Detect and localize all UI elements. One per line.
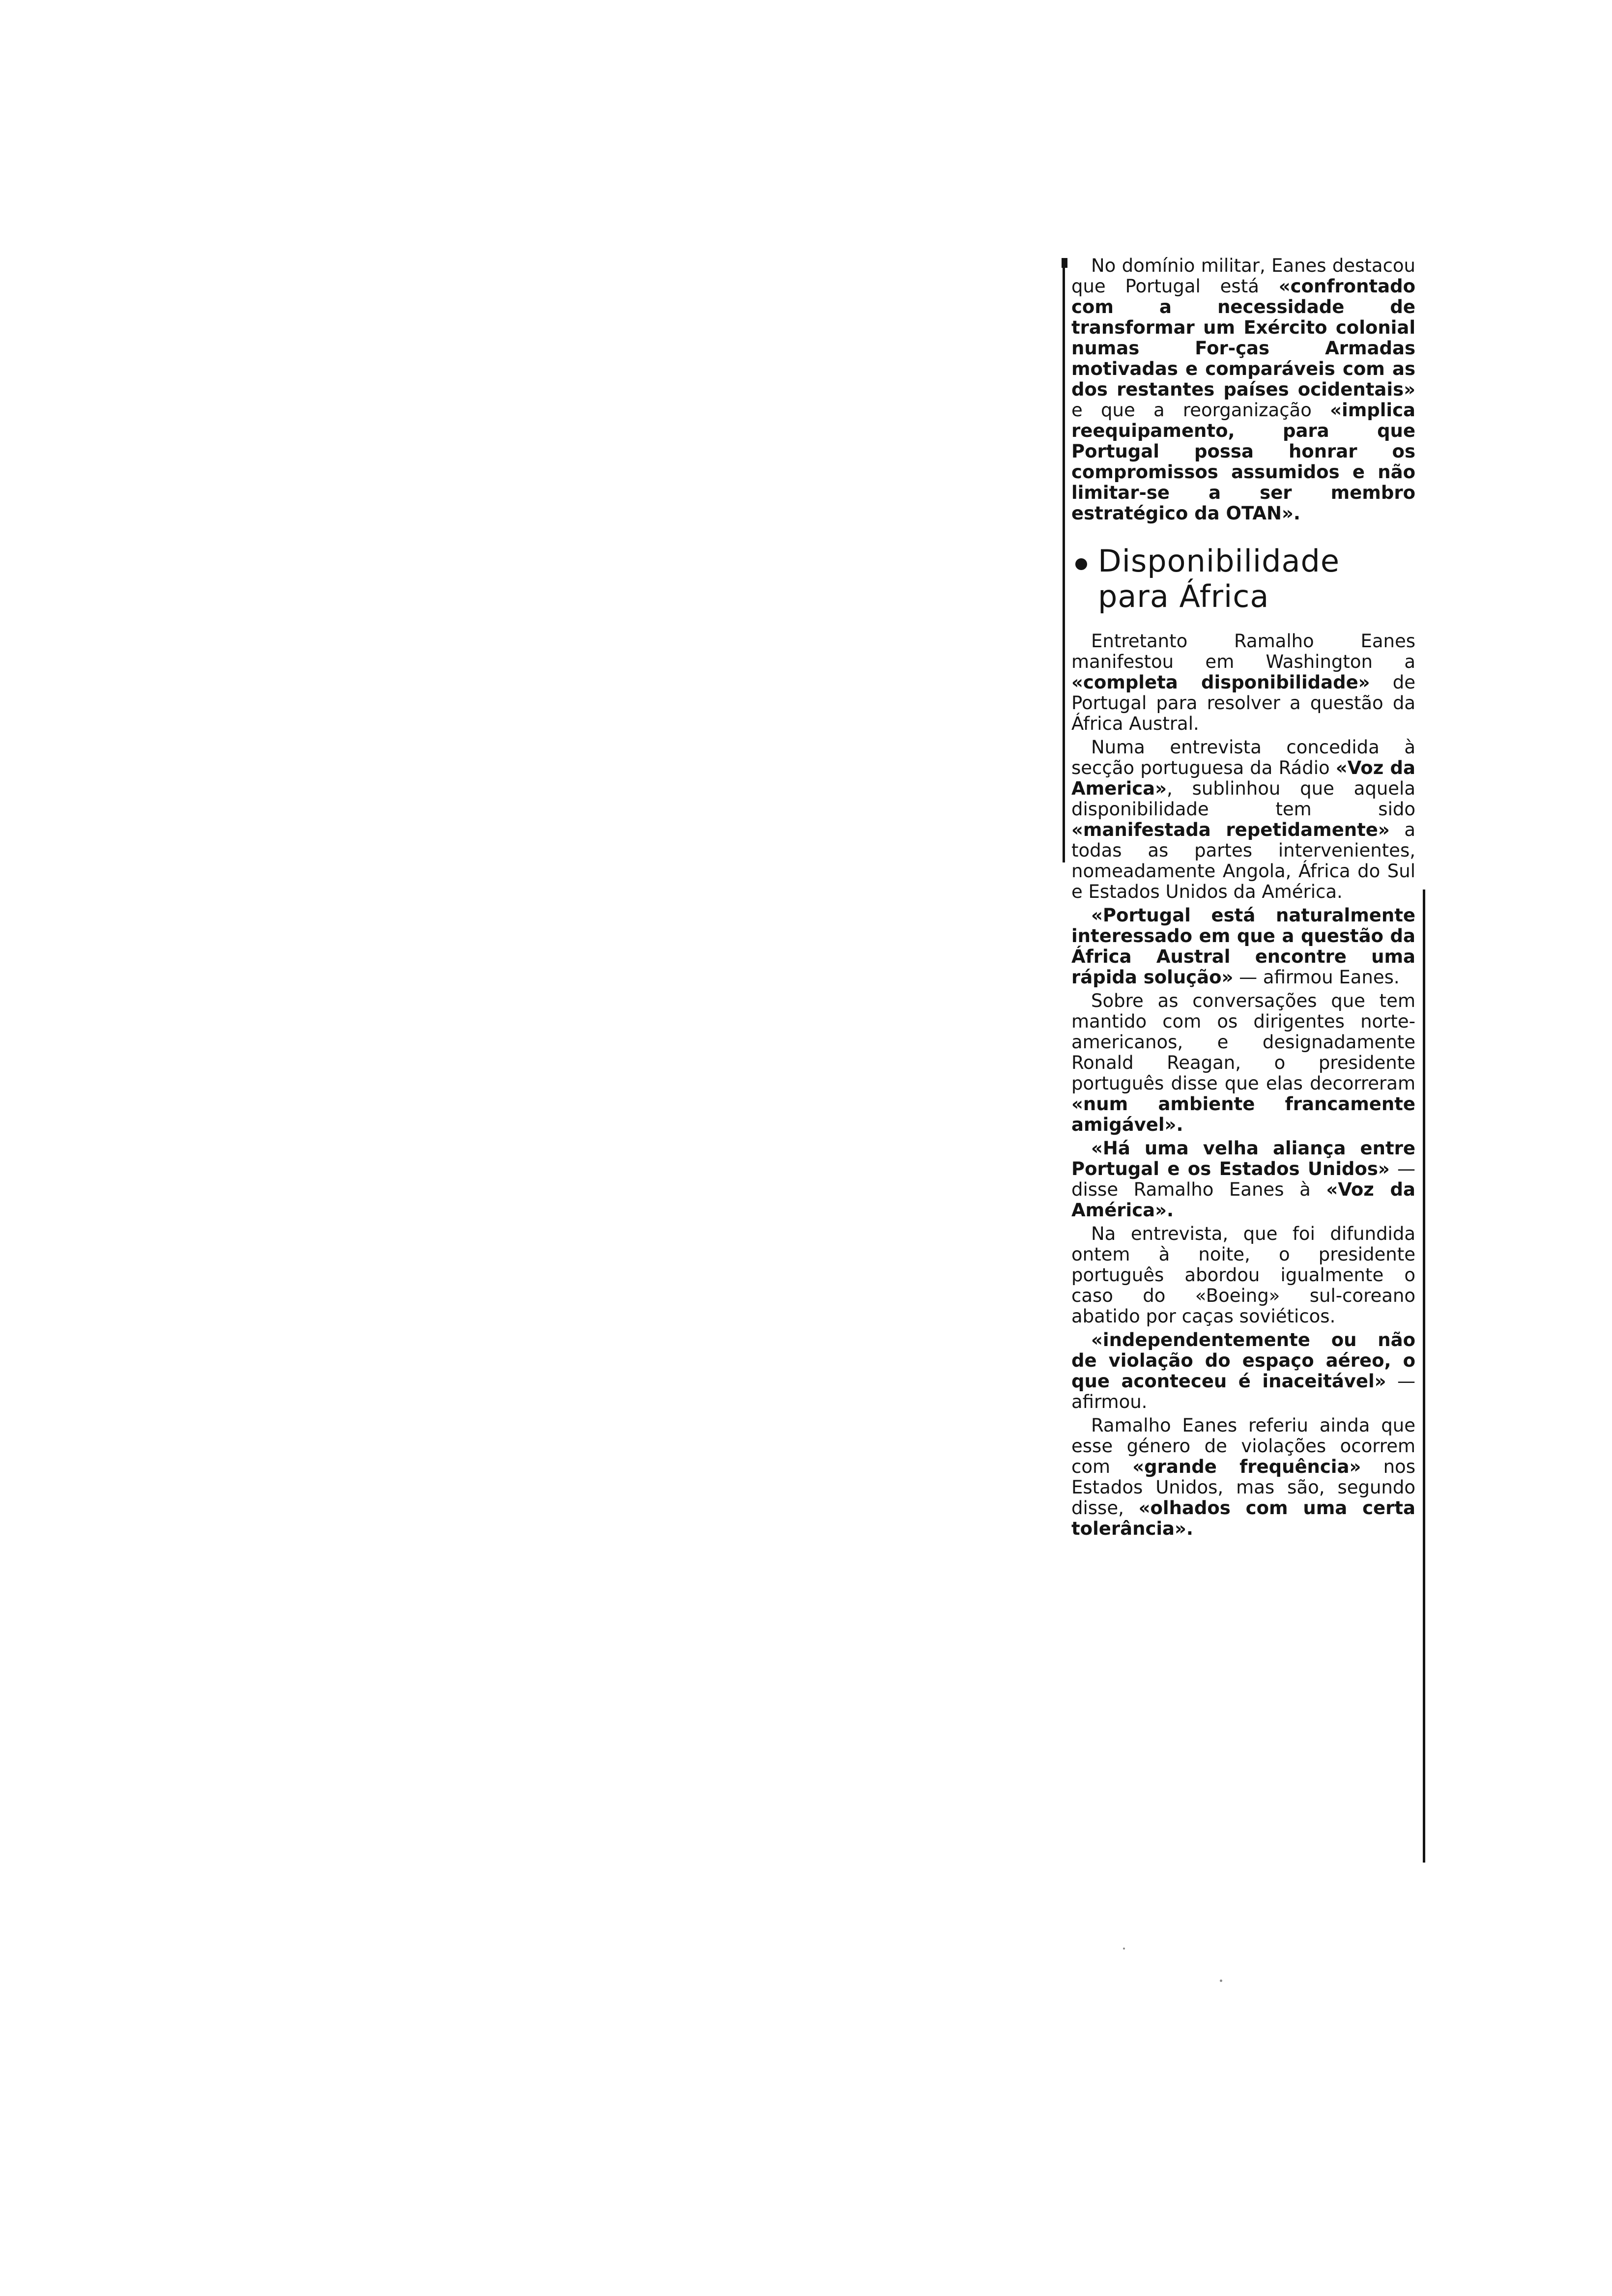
section-heading-text: [1098, 544, 1340, 614]
text-run: de Portugal para resolver a questão da África Austral.: [1071, 672, 1415, 734]
bullet-icon: [1075, 558, 1087, 570]
article-column: [1071, 256, 1415, 1542]
body-paragraph: [1071, 991, 1415, 1135]
emphasized-text: «Portugal está naturalmente interessado em que a questão da África Austral encontre uma rápida solução»: [1071, 905, 1415, 988]
emphasized-text: «num ambiente francamente amigável».: [1071, 1093, 1415, 1135]
emphasized-text: «implica reequipamento, para que Portugal possa honrar os compromissos assumidos e não limitar-se a ser membro estratégico da OTAN».: [1071, 400, 1415, 524]
text-run: e que a reorganização: [1071, 400, 1330, 421]
intro-paragraph: [1071, 256, 1415, 524]
text-run: Na entrevista, que foi difundida ontem à noite, o presidente português abordou igualmente o caso do «Boeing» sul-coreano abatido por caças soviéticos.: [1071, 1223, 1415, 1327]
body-paragraph: [1071, 905, 1415, 988]
body-paragraph: [1071, 631, 1415, 734]
emphasized-text: «manifestada repetidamente»: [1071, 819, 1390, 840]
emphasized-text: «confrontado com a necessidade de transformar um Exército colonial numas For-ças Armadas motivadas e comparáveis com as dos restantes países ocidentais»: [1071, 276, 1415, 400]
emphasized-text: «grande frequência»: [1132, 1456, 1361, 1477]
emphasized-text: «completa disponibilidade»: [1071, 672, 1370, 693]
text-run: Entretanto Ramalho Eanes manifestou em Washington a: [1071, 631, 1415, 672]
text-run: Sobre as conversações que tem mantido com os dirigentes norte-americanos, e designadamente Ronald Reagan, o presidente português disse que elas decorreram: [1071, 990, 1415, 1094]
emphasized-text: «Voz da América».: [1071, 1179, 1415, 1221]
text-run: Ramalho Eanes referiu ainda que esse género de violações ocorrem com: [1071, 1415, 1415, 1477]
section-heading-line-2: para África: [1098, 578, 1269, 614]
text-run: a todas as partes intervenientes, nomeadamente Angola, África do Sul e Estados Unidos da América.: [1071, 819, 1415, 902]
emphasized-text: «olhados com uma certa tolerância».: [1071, 1497, 1415, 1539]
column-rule-left: [1063, 258, 1065, 862]
emphasized-text: «Há uma velha aliança entre Portugal e os Estados Unidos»: [1071, 1138, 1415, 1179]
text-run: No domínio militar, Eanes destacou que Portugal está: [1071, 255, 1415, 297]
section-heading-line-1: Disponibilidade: [1098, 543, 1340, 579]
text-run: — afirmou Eanes.: [1233, 967, 1400, 988]
text-run: Numa entrevista concedida à secção portuguesa da Rádio: [1071, 737, 1415, 778]
body-paragraph: [1071, 1415, 1415, 1539]
scan-speck: [1123, 1948, 1125, 1950]
column-rule-right: [1423, 890, 1425, 1863]
text-run: — afirmou.: [1071, 1371, 1415, 1412]
emphasized-text: «Voz da America»: [1071, 757, 1415, 799]
body-paragraph: [1071, 1224, 1415, 1327]
section-heading: [1071, 544, 1415, 614]
emphasized-text: «independentemente ou não de violação do espaço aéreo, o que aconteceu é inaceitável»: [1071, 1329, 1415, 1392]
text-run: — disse Ramalho Eanes à: [1071, 1158, 1415, 1200]
body-paragraph: [1071, 1330, 1415, 1412]
text-run: nos Estados Unidos, mas são, segundo disse,: [1071, 1456, 1415, 1519]
body-paragraph: [1071, 737, 1415, 902]
scan-speck: [1220, 1980, 1222, 1982]
body-paragraph: [1071, 1138, 1415, 1221]
text-run: , sublinhou que aquela disponibilidade tem sido: [1071, 778, 1415, 820]
